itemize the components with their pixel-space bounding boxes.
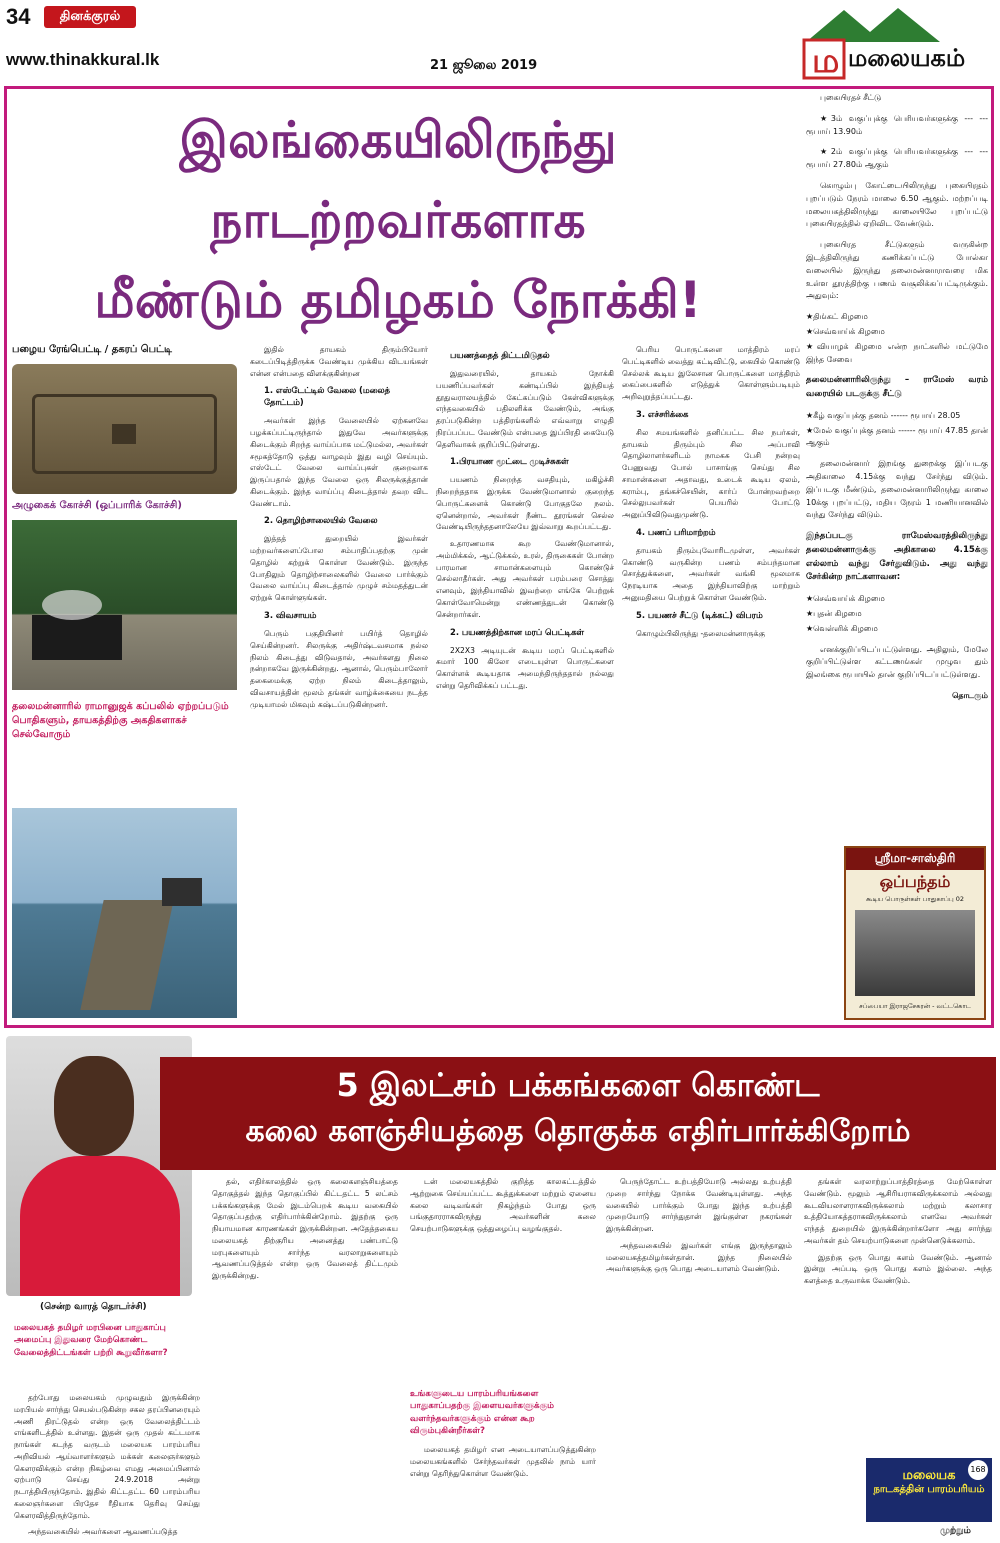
series-box [844,846,986,1020]
side-fare-2: ★மேல் வகுப்புக்கு தனம் ------ ரூபாய் 47.85 தான் ஆகும் [806,425,988,448]
article-column-side [806,92,988,711]
side-bold-1: தலைமன்னாரிலிருந்து – ராமேஸ் வரம் வரையில் படகுக்கு சீட்டு [806,375,988,400]
interview-col3-para: டன் மலையகத்தில் குறித்த காலகட்டத்தில் ஆற்றுகை செய்யப்பட்ட கூத்துக்களை மற்றும் ஏனைய கலை வடிவங்கள் நிகழ்ந்தம் போது ஒரு பங்குதாரராகவிருந்து அவர்களின் கலை செயற்பாடுகளுக்கு ஒத்துழைப்பு வழங்குதல். [410,1177,596,1234]
interview-col3-para-b: மலையகத் தமிழர் என அடையாளப்படுத்துகின்ற மலையகங்களில் சேர்ந்தவர்கள் முதலில் நாம் யார் என்று தெரிந்துகொள்ள வேண்டும். [410,1445,596,1478]
masthead [0,0,1000,84]
col1-heading-3: 3. விவசாயம் [264,610,317,621]
col3-para-0: பெரிய பொருட்களை மாத்திரம் மரப் பெட்டிகளில் வைத்து கட்டிவிட்டு, கையில் கொண்டு செல்லக் கூடிய இலேசான பொருட்களை மாத்திரம் கைப்பைகளில் எடுத்துக் கொள்ளும்படியும் அறிவுறுத்தப்பட்டது. [622,345,800,402]
interview-banner [160,1057,996,1170]
col3-heading-3: 5. பயணச் சீட்டு (டிக்கட்) விபரம் [636,609,763,620]
side-para-4: எனக்குறிப்பிடப்பட்டுள்ளது. அதிலும், மேலே குறிப்பிட்டுள்ள கட்டணங்கள் முழுவ தும் இலங்கை ரூபாயில் தான் குறிப்பிடப்பட்டுள்ளது. [806,644,988,680]
side-continued: தொடரும் [952,691,988,700]
col3-para-1: சில சமயங்களில் தனிப்பட்ட சில நபர்கள், தாயகம் திரும்பும் சில அப்பாவி தொழிலாளர்களிடம் நாமகசு பேசி நன்றவு பேணுவது போல் பாசாங்கு செய்து சில சாமான்களை அதாவது, உடைக் கூடிய ஏலம், கராம்பு, தங்கச்செயின், கார்ப் போன்றவற்றை செல்லுபவர்கள் பெயரில் போட்டு அனுப்பிவிடுவதுமுண்டு. [622,427,800,520]
photo-caption: (சென்ற வாரத் தொடர்ச்சி) [40,1302,147,1312]
side-arrival-3: ★வெள்ளிக் கிழமை [806,623,878,633]
article-headline [8,92,788,328]
caption-trunk: பழைய ரேங்பெட்டி / தகரப் பெட்டி [12,344,172,355]
col2-heading-1: 1.பிரயாண மூட்டை முடிச்சுகள் [450,456,569,467]
interview-col5-para-b: இதற்கு ஒரு பொது களம் வேண்டும். ஆனால் இன்று அப்படி ஒரு பொது களம் இல்லை. அந்த களத்தை உருவாக்க வேண்டும். [804,1252,992,1286]
section-title: மலையகம் [848,44,966,72]
interview-col5-para: தங்கள் வரலாற்றுப்பாத்திரத்தை மேற்கொள்ள வேண்டும். மூலும் ஆசிரியராகவிருக்கலாம் அல்லது கூடவியலாளராகவிருக்கலாம் மற்றும் கலாசார உத்தியோகத்தராகவிருக்கலாம் எனவே அவர்கள் எந்தத் துறையில் இருக்கின்றார்களோ அது சார்ந்து அவர்கள் தம் செயற்பாடுகளை முன்னெடுக்கலாம். [804,1177,992,1245]
headline-line-2: மீண்டும் தமிழகம் நோக்கி! [94,271,702,329]
article-column-1 [250,344,428,715]
col3-para-2: தாயகம் திரும்புவோரிடமுள்ள, அவர்கள் கொண்டு வருகின்ற பணம் சம்பந்தமான சொத்துக்களை, அவர்கள் வங்கி மூலமாக நேரடியாக அதை இந்தியாவிற்கு மாற்றும் அனுமதியை பெற்றுக் கொள்ள வேண்டும். [622,545,800,603]
col3-heading-1: 3. எச்சரிக்கை [636,408,689,419]
side-arrival-1: ★செவ்வாய்க் கிழமை [806,594,885,604]
interview-col2-para: தல், எதிர்காலத்தில் ஒரு கலைகளஞ்சியத்தை தொகுத்தல் இந்த தொகுப்பில் கிட்டதட்ட 5 லட்சம் பக்கங்களுக்கு மேல் இடம்பெறக் கூடிய வகையில் தொகுப்பதற்கு எதிர்பார்க்கின்றோம். இதற்கு ஒரு நியாயமான காரணங்கள் இருக்கின்றன. அதேத்தகைய மலையகத் திற்குரிய அனைத்து பண்பாட்டு மரபுகளையும் சார்ந்த வரலாறுகளையும் ஆவணப்படுத்தல் என்ற ஒரு வேலைத் திட்டமும் இருக்கின்றது. [212,1177,398,1281]
side-day-1: ★திங்கட் கிழமை [806,312,868,322]
side-day-3: ★வியாழக் கிழமை என்ற நாட்களில் மட்டுமே இந்த சேவை [806,341,988,364]
series-author: சப்பையா இராஜசேகரன் - வட்டகொட [859,1002,971,1010]
badge-number: 168 [968,1460,988,1480]
issue-date: 21 ஜூலை 2019 [430,58,538,73]
interview-col-3b [410,1444,596,1484]
svg-text:ம: ம [812,41,840,81]
interview-col4-para: பெருந்தோட்ட உற்பத்தியோடு அல்லது உற்பத்தி முறை சார்ந்து நோக்க வேண்டியுள்ளது. அந்த வகையில் பார்க்கும் போது இந்த உற்பத்தி முறையோடு சார்ந்துதான் இங்குள்ள நகரங்கள் இருக்கின்றன. [606,1177,792,1234]
series-badge [866,1458,992,1522]
badge-title-1: மலையக [902,1468,956,1483]
side-arrival-2: ★புதன் கிழமை [806,609,862,619]
interview-col-5 [804,1176,992,1292]
interview-col1-para: தற்போது மலையகம் முழுவதும் இருக்கின்ற மரபியல் சார்ந்து செயல்படுகின்ற சகல தரப்பினரையும் அணி திரட்டுதல் என்ற ஒரு வேலைத்திட்டம் எங்களிடத்தில் உள்ளது. இதன் ஒரு முதல் கட்டமாக நாங்கள் கடந்த வருடம் மலையக பாரம்பரிய அறிவியல் ஆய்வாளர்களும் மக்கள் கலைஞர்களும் கெளரவிக்கும் என்ற நிகழ்வை எமது அமைப்பினால் ஏற்பாடு செய்து 24.9.2018 அன்று நடாத்தியிருந்தோம். இதில் கிட்டதட்ட 60 பாரம்பரிய கலைஞர்களை பிரதேச ரீதியாக தெரிவு செய்து கௌரவித்திருந்தோம். [14,1393,200,1520]
col1-para-3: பெரும் பகுதியினர் பயிர்த் தொழில் செய்கின்றனர். சிலருக்கு அதிர்ஷ்டவசமாக நல்ல நிலம் கிடைத்து விடுவதால், அவர்களது நிலை நன்றாகவே இருக்கின்றது. ஆனால், பெரும்பாலோர் தகைமைக்கு ஏற்ற நிலம் கிடைத்தாலும், விவசாயத்தின் மூலம் தங்கள் வாழ்க்கையை நடத்த முடியாமல் மிகவும் கஷ்டப்படுகின்றனர். [250,629,428,709]
pier-photo [12,808,237,1018]
site-url[interactable]: www.thinakkural.lk [6,50,160,69]
interview-col-2 [212,1176,398,1287]
badge-title-2: நாடகத்தின் பாரம்பரியம் [873,1484,985,1495]
col2-para-3: 2X2X3 அடியுடன் கூடிய மரப் பெட்டிகளில் சுமார் 100 கிலோ எடையுள்ள பொருட்களை கொள்ளக் கூடியதாக அமைந்திருந்ததால் நல்லது என்று தெரிவிக்கப் பட்டது. [436,645,614,690]
brand-logo: தினக்குரல் [44,6,136,28]
col2-para-2: உதாரணமாக கூற வேண்டுமானால், அம்மிக்கல், ஆட்டுக்கல், உரல், திருகைகள் போன்ற பாரமான சாமான்களையும் கொண்டுச் செல்லாதீர்கள். அது அவர்கள் பரம்பரை சொத்து எனவும், இந்தியாவில் இவற்றை எங்கே பெற்றுக் கொள்வோமென்று எண்ணத்துடன் கொண்டு சென்றார்கள். [436,539,614,619]
col1-heading-2: 2. தொழிற்சாலையில் வேலை [264,515,378,526]
series-subtitle: கூடிய பொருள்கள் பாதுகாப்பு 02 [865,895,965,903]
interview-col-4 [606,1176,792,1280]
question-2: உங்களுடைய பாரம்பரியங்களை பாதுகாப்பதற்கு இளையவர்களுக்கும் வளர்ந்தவர்களுக்கும் என்ன கூற விரும்புகின்றீர்கள்? [410,1389,555,1437]
train-photo [12,520,237,690]
col1-heading-1: 1. எஸ்டேட்டில் வேலை (மலைத் தோட்டம்) [264,385,390,408]
col2-para-1: பயணம் நிறைந்த வசதியும், மகிழ்ச்சி நிறைந்ததாக இருக்க வேண்டுமானால் குறைந்த பொருட்களைக் கொண்டு போகுதலே நலம். ஏனென்றால், அவர்கள் நீண்ட தூரங்கள் செல்ல வேண்டியிருந்ததனாலேயே இவ்வாறு கூறப்பட்டது. [436,475,614,532]
side-bold-2: இந்தப்படகு ராமேஸ்வரத்திலிருந்து தலைமன்னாருக்கு அதிகாலை 4.15க்கு எல்லாம் வந்து சேர்துவிடும். அது வந்து சேர்கின்ற நாட்களாவன: [806,531,988,583]
article-column-3 [622,344,800,645]
col1-para-1: அவர்கள் இந்த வேலையில் ஏற்கனவே பழக்கப்பட்டிருந்தால் இதுவே அவர்களுக்கு கிடைக்கும் சிறந்த வாய்ப்பாக மட்டுமல்ல, அவர்கள் சமூகத்தோடு ஒத்து வாழவும் இது வழி செய்யும். எஸ்டேட் வேலை வாய்ப்புகள் குறைவாக இருப்பதால் இந்த வேலை ஒரு சிலருக்குத்தான் கிடைக்கும். இந்த வாய்ப்பு கிடைத்தால் தவற விட வேண்டாம். [250,416,428,508]
question-1: மலையகத் தமிழர் மரபினை பாதுகாப்பு அமைப்பு இதுவரை மேற்கொண்ட வேலைத்திட்டங்கள் பற்றி கூறுவீர்களா? [14,1323,168,1358]
col3-heading-2: 4. பணப் பரிமாற்றம் [636,526,716,537]
col3-para-3: கொழும்பிலிருந்து -தலைமன்னாருக்கு [636,628,766,638]
trunk-photo [12,364,237,494]
side-line-2: ★2ம் வகுப்புக்கு பெரியவர்களுக்கு --- --- ரூபாய் 27.80ம் ஆகும் [806,147,988,170]
interview-col-3 [410,1176,596,1240]
series-photo [855,910,975,996]
interview-col1-para-b: அந்தவகையில் அவர்களை ஆவணப்படுத்த [28,1527,178,1537]
side-line-1: ★3ம் வகுப்புக்கு பெரியவர்களுக்கு --- --- ரூபாய் 13.90ம் [806,113,988,136]
col2-para-0: இதுவரையில், தாயகம் நோக்கி பயணிப்பவர்கள் கண்டிப்பில் இந்தியத் தூதுவராலயத்தில் கேட்கப்படும் கேள்விகளுக்கு எந்தவகையில் பதிலளிக்க வேண்டும், அங்கு தரப்படுகின்ற பத்திரங்களில் எவ்வாறு எழுதி நிரப்பப்பட வேண்டும் என்பதை இப்பிரதி கையேடு தெளிவாகக் குறிப்பிட்டுள்ளது. [436,369,614,449]
banner-line-2: கலை களஞ்சியத்தை தொகுக்க எதிர்பார்க்கிறோம் [245,1114,911,1149]
series-title-1: ஸ்ரீமா-சாஸ்திரி [846,848,984,870]
col2-heading-2: 2. பயணத்திற்கான மரப் பெட்டிகள் [450,626,584,637]
side-line-0: புகையிரதச் சீட்டு [820,93,882,102]
interview-col4-para-b: அந்தவகையில் இவர்கள் எங்கு இருந்தாலும் மலையகத்தமிழர்கள்தான். இந்த நிலையில் அவர்களுக்கு ஒரு பொது அடையாளம் வேண்டும். [606,1240,792,1274]
headline-line-1: இலங்கையிலிருந்து நாடற்றவர்களாக [179,111,617,249]
side-para-1: கொழும்பு கோட்டையிலிருந்து புகையிரதம் புறப்படும் நேரம் மாலை 6.50 ஆகும். மற்றப்படி மலையகத்திலிருந்து காலையிலே புறப்பட்டு புகையிரதத்தில் ஏறிவிட வேண்டும். [806,180,988,229]
col1-intro: இதில் தாயகம் திரும்பியோர் கடைப்பிடித்திருக்க வேண்டிய முக்கிய விடயங்கள் என்ன என்பதை விளக்குகின்றன [250,345,428,378]
caption-train: அழுகைக் கோச்சி (ஒப்பாரிக் கோச்சி) [12,500,182,511]
caption-pier: தலைமன்னாரில் ராமானுஜக் கப்பலில் ஏற்றப்படும் பொதிகளும், தாயகத்திற்கு அகதிகளாகச் செல்வோரும் [12,701,229,740]
article-end: முற்றும் [940,1526,971,1536]
article-column-2 [436,344,614,697]
side-day-2: ★செவ்வாய்க் கிழமை [806,326,885,336]
page-number: 34 [6,4,31,29]
banner-line-1: 5 இலட்சம் பக்கங்களை கொண்ட [336,1066,820,1104]
series-title-2: ஒப்பந்தம் [879,872,951,891]
side-para-2: புகையிரத சீட்டுகளும் வருகின்ற இடத்திலிருந்து கணிக்கப்பட்டு போல்கா வலையில் இருந்து தலைமன்னாராவரை மிக உள்ள தூரத்திற்கு பணம் வசூலிக்கப்பட்டிருக்கும். அதுவும்: [806,240,988,301]
interview-col-1 [14,1392,200,1543]
side-fare-1: ★கீழ் வகுப்புக்கு தனம் ------ ரூபாய் 28.05 [806,410,961,420]
col1-para-2: இத்தத் துறையில் இவர்கள் மற்றவர்களைப்போல சம்பாதிப்பதற்கு முன் தொழில் கற்றுக் கொள்ள வேண்டும். இருந்த போதிலும் தொழிற்சாலைகளில் வேலை பார்க்கும் வேலை வாய்ப்பு கிடைத்தால் முழுச் சம்மதத்துடன் ஏற்றுக் கொள்ளுங்கள். [250,534,428,603]
side-para-3: தலைமன்னார் இறங்கு துறைக்கு இப்படகு அதிகாலை 4.15க்கு வந்து சேர்ந்து விடும். இப்படகு மீண்டும், தலைமன்னாரிலிருந்து காலை 10க்கு புறப்பட்டு, மதிய நேரம் 1 மணியானவில் வந்து சேர்ந்து விடும். [806,459,988,520]
col2-heading-0: பயணத்தைத் திட்டமிடுதல் [450,350,550,360]
